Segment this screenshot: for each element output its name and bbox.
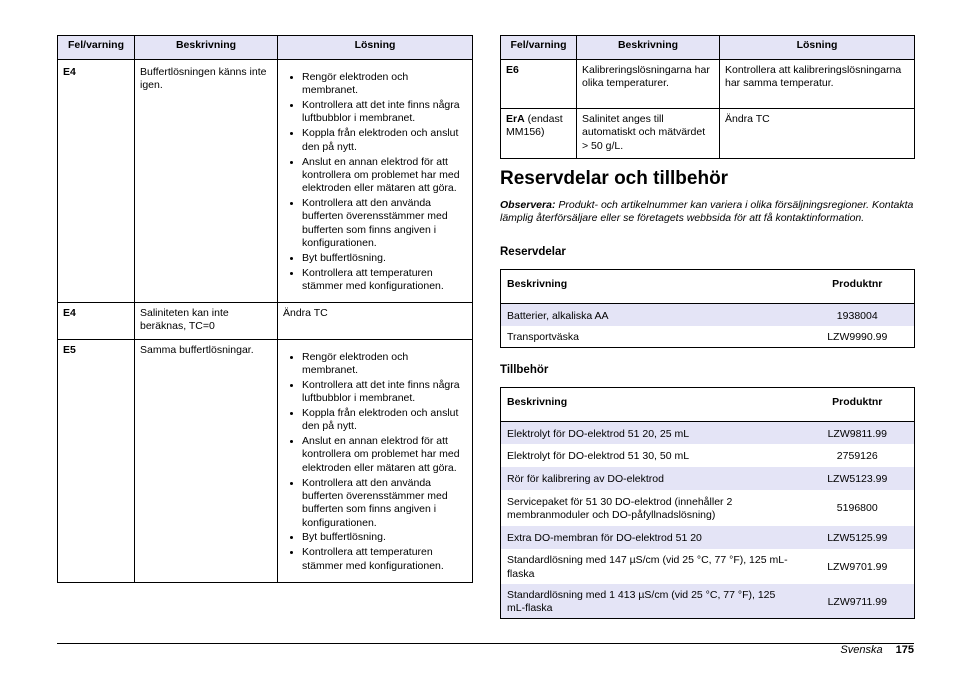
header-product-no: Produktnr [801,270,915,304]
table-row [501,109,915,159]
solution-list [283,71,467,293]
spare-parts-heading: Reservdelar [500,246,566,258]
accessories-table [500,387,915,619]
table-row [501,467,915,490]
error-code: E4 [58,60,135,303]
part-description: Transportväska [507,331,579,344]
error-description: Kalibreringslösningarna har olika temperaturer. [577,60,720,109]
header-solution: Lösning [720,36,915,60]
part-number: LZW9701.99 [827,560,888,573]
error-code: E5 [58,339,135,582]
table-header-row [501,270,915,304]
part-description: Elektrolyt för DO-elektrod 51 30, 50 mL [507,449,690,462]
page-number: 175 [895,644,914,656]
table-row [501,444,915,467]
note [500,199,914,225]
list-item: • Rengör elektroden och membranet. [302,71,467,98]
part-number: LZW9711.99 [801,584,915,619]
error-code-suffix: (endast MM156) [506,113,563,139]
table-header-row [58,36,473,60]
part-number: LZW9811.99 [801,422,915,444]
part-number: LZW5125.99 [801,526,915,549]
troubleshooting-table-right [500,35,915,159]
list-item: • Kontrollera att det inte finns några luftbubblor i membranet. [302,379,467,406]
header-description: Beskrivning [501,270,801,304]
list-item: • Anslut en annan elektrod för att kontrollera om problemet har med elektroden eller mätaren att göra. [302,435,467,475]
page-footer [840,644,914,656]
solution-text: Kontrollera att kalibreringslösningarna har samma temperatur. [720,60,915,109]
part-number: 2759126 [836,449,878,462]
solution-text: Ändra TC [278,303,473,340]
list-item: • Koppla från elektroden och anslut den på nytt. [302,407,467,434]
solution-list [283,351,467,573]
list-item: • Rengör elektroden och membranet. [302,351,467,378]
header-description: Beskrivning [501,388,801,422]
part-description: Elektrolyt för DO-elektrod 51 20, 25 mL [501,422,801,444]
header-description: Beskrivning [135,36,278,60]
list-item: • Koppla från elektroden och anslut den på nytt. [302,127,467,154]
list-item: • Kontrollera att temperaturen stämmer med konfigurationen. [302,267,467,294]
list-item: • Kontrollera att den använda bufferten överensstämmer med bufferten som finns angiven i konfigurationen. [302,477,467,530]
part-description: Extra DO-membran för DO-elektrod 51 20 [501,526,801,549]
error-code: E6 [501,60,577,109]
table-header-row [501,36,915,60]
table-row [501,60,915,109]
table-row [58,303,473,340]
table-header-row [501,388,915,422]
part-description: Batterier, alkaliska AA [501,304,801,326]
header-product-no: Produktnr [801,388,915,422]
header-error: Fel/varning [501,36,577,60]
list-item: • Kontrollera att temperaturen stämmer med konfigurationen. [302,546,467,573]
table-row [58,339,473,582]
table-row [501,326,915,348]
solution-cell [278,60,473,303]
header-error: Fel/varning [58,36,135,60]
error-description: Buffertlösningen känns inte igen. [135,60,278,303]
note-label: Observera: [500,199,556,211]
table-row [501,304,915,326]
part-number: 5196800 [836,502,878,515]
part-description: Standardlösning med 147 µS/cm (vid 25 °C, 77 °F), 125 mL-flaska [507,554,788,580]
table-row [501,584,915,619]
part-number: LZW9990.99 [827,331,888,344]
list-item: • Byt buffertlösning. [302,531,467,544]
footer-language: Svenska [840,644,883,656]
error-description: Samma buffertlösningar. [135,339,278,582]
section-title: Reservdelar och tillbehör [500,168,729,189]
list-item: • Anslut en annan elektrod för att kontrollera om problemet har med elektroden eller mätaren att göra. [302,156,467,196]
solution-cell [278,339,473,582]
part-number: LZW5123.99 [801,467,915,490]
accessories-heading: Tillbehör [500,364,549,376]
list-item: • Kontrollera att den använda bufferten överensstämmer med bufferten som finns angiven i konfigurationen. [302,197,467,250]
note-text: Produkt- och artikelnummer kan variera i olika försäljningsregioner. Kontakta lämplig återförsäljare eller se företagets webbsida för att få kontaktinformation. [500,199,914,224]
header-solution: Lösning [278,36,473,60]
error-code: E4 [58,303,135,340]
footer-divider [57,643,914,644]
part-number: 1938004 [801,304,915,326]
spare-parts-table [500,269,915,348]
error-description: Saliniteten kan inte beräknas, TC=0 [135,303,278,340]
header-description: Beskrivning [577,36,720,60]
part-description: Standardlösning med 1 413 µS/cm (vid 25 °C, 77 °F), 125 mL-flaska [501,584,801,619]
table-row [501,526,915,549]
error-code: ErA [506,113,525,125]
part-description: Servicepaket för 51 30 DO-elektrod (innehåller 2 membranmoduler och DO-påfyllnadslösning) [507,495,733,521]
table-row [501,422,915,444]
list-item: • Kontrollera att det inte finns några luftbubblor i membranet. [302,99,467,126]
part-description: Rör för kalibrering av DO-elektrod [501,467,801,490]
list-item: • Byt buffertlösning. [302,252,467,265]
table-row [501,490,915,526]
troubleshooting-table-left [57,35,473,583]
table-row [501,549,915,584]
solution-text: Ändra TC [720,109,915,159]
error-description: Salinitet anges till automatiskt och mätvärdet > 50 g/L. [577,109,720,159]
table-row [58,60,473,303]
error-code-cell [501,109,577,159]
